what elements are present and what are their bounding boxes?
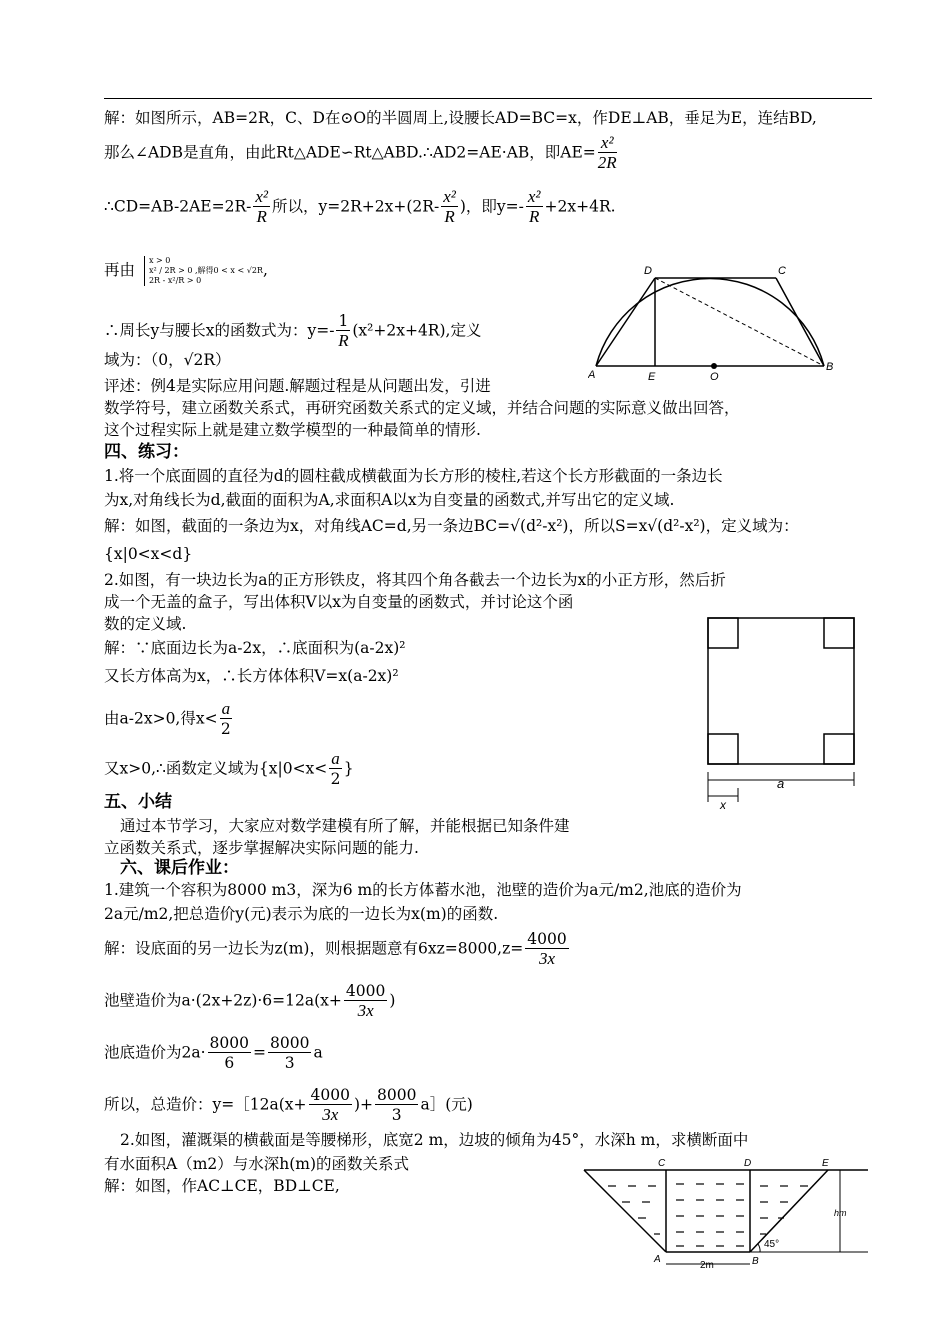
exercise-1-line-2: 为x,对角线长为d,截面的面积为A,求面积A以x为自变量的函数式,并写出它的定义域.	[104, 491, 675, 509]
solution-line-1: 解：如图所示，AB=2R，C、D在⊙O的半圆周上,设腰长AD=BC=x，作DE⊥AB，垂足为E，连结BD,	[104, 109, 817, 127]
section-heading-summary: 五、小结	[104, 792, 172, 812]
homework-2-line-1: 2.如图，灌溉渠的横截面是等腰梯形，底宽2 m，边坡的倾角为45°，水深h m，求横断面中	[120, 1131, 749, 1149]
center-point-O	[711, 363, 717, 369]
label-C: C	[778, 265, 786, 277]
exercise-2-line-7: 又x>0,∴函数定义域为{x|0<x< $\frac{a}{2}$ }	[104, 749, 354, 788]
angle-arc	[758, 1244, 760, 1252]
label-A: A	[588, 369, 596, 381]
label-B: B	[752, 1256, 759, 1267]
solution-line-4: 再由 x > 0 x² / 2R > 0 ,解得0 < x < √2R 2R - x²/R > 0 ,	[104, 256, 268, 285]
label-A: A	[654, 1254, 661, 1265]
homework-1-line-3: 解：设底面的另一边长为z(m)，则根据题意有6xz=8000,z= $\frac{4000}{3x}$	[104, 930, 567, 968]
comment-line-3: 这个过程实际上就是建立数学模型的一种最简单的情形.	[104, 421, 481, 439]
solution-line-2: 那么∠ADB是直角，由此Rt△ADE∽Rt△ABD.∴AD2=AE·AB，即AE= $\frac{\text{x²}}{2R}$	[104, 133, 617, 172]
solution-line-5: ∴周长y与腰长x的函数式为：y=- $\frac{1}{R}$ (x²+2x+4R),定义	[104, 312, 482, 350]
exercise-2-line-6: 由a-2x>0,得x< $\frac{a}{2}$	[104, 699, 231, 738]
outer-square	[708, 618, 854, 764]
homework-2-line-3: 解：如图，作AC⊥CE，BD⊥CE,	[104, 1177, 340, 1195]
section-heading-homework: 六、课后作业：	[120, 858, 239, 878]
exercise-2-line-1: 2.如图，有一块边长为a的正方形铁皮，将其四个角各截去一个边长为x的小正方形，然后折	[104, 571, 726, 589]
label-hm: hm	[834, 1208, 847, 1218]
label-O: O	[710, 371, 719, 383]
exercise-1-line-4: {x|0<x<d}	[104, 545, 193, 563]
square-figure	[700, 612, 872, 812]
homework-2-line-2: 有水面积A（m2）与水深h(m)的函数关系式	[104, 1155, 410, 1173]
solution-line-3: ∴CD=AB-2AE=2R- $\frac{\text{x²}}{R}$ 所以，y=2R+2x+(2R- $\frac{\text{x²}}{R}$ )，即y=- $\frac{\text{x²}}{R}$ +2x+4R.	[104, 187, 616, 226]
homework-1-line-6: 所以，总造价：y=［12a(x+ $\frac{4000}{3x}$ )+ $\frac{8000}{3}$ a］(元)	[104, 1086, 473, 1124]
segment-AD	[596, 278, 655, 366]
right-slope	[750, 1170, 828, 1252]
label-a: a	[777, 776, 785, 791]
semicircle-arc	[596, 278, 824, 366]
homework-1-line-4: 池壁造价为a·(2x+2z)·6=12a(x+ $\frac{4000}{3x}$ )	[104, 982, 396, 1020]
corner-square-br	[824, 734, 854, 764]
water-dashes	[608, 1184, 808, 1246]
semicircle-figure	[588, 258, 843, 383]
homework-1-line-5: 池底造价为2a· $\frac{8000}{6}$ = $\frac{8000}{3}$ a	[104, 1034, 323, 1072]
label-45-degrees: 45°	[764, 1239, 780, 1250]
left-slope	[584, 1170, 666, 1252]
comment-line-2: 数学符号，建立函数关系式，再研究函数关系式的定义域，并结合问题的实际意义做出回答，	[104, 399, 740, 417]
label-D: D	[644, 265, 652, 277]
label-x: x	[720, 798, 726, 812]
corner-square-tl	[708, 618, 738, 648]
header-rule	[104, 98, 872, 99]
comment-line-1: 评述：例4是实际应用问题.解题过程是从问题出发，引进	[104, 377, 491, 395]
label-2m: 2m	[700, 1260, 714, 1271]
exercise-2-line-4: 解：∵底面边长为a-2x，∴底面积为(a-2x)²	[104, 639, 406, 657]
segment-CB	[776, 278, 824, 366]
label-B: B	[826, 361, 834, 373]
exercise-1-line-1: 1.将一个底面圆的直径为d的圆柱截成横截面为长方形的棱柱,若这个长方形截面的一条边长	[104, 467, 723, 485]
inequality-system: x > 0 x² / 2R > 0 ,解得0 < x < √2R 2R - x²/R > 0	[144, 256, 263, 286]
label-C: C	[658, 1158, 666, 1169]
exercise-1-line-3: 解：如图，截面的一条边为x，对角线AC=d,另一条边BC=√(d²-x²)，所以S=x√(d²-x²)，定义域为：	[104, 517, 799, 535]
label-E: E	[822, 1158, 829, 1169]
summary-line-2: 立函数关系式，逐步掌握解决实际问题的能力.	[104, 839, 419, 857]
solution-line-6: 域为：（0，√2R）	[104, 351, 231, 369]
section-heading-exercises: 四、练习：	[104, 442, 189, 462]
fraction-x2-2R: $\frac{\text{x²}}{2R}$	[597, 133, 617, 172]
homework-1-line-1: 1.建筑一个容积为8000 m3，深为6 m的长方体蓄水池，池壁的造价为a元/m2,池底的造价为	[104, 881, 742, 899]
exercise-2-line-5: 又长方体高为x，∴长方体体积V=x(a-2x)²	[104, 667, 399, 685]
homework-1-line-2: 2a元/m2,把总造价y(元)表示为底的一边长为x(m)的函数.	[104, 905, 499, 923]
exercise-2-line-2: 成一个无盖的盒子，写出体积V以x为自变量的函数式，并讨论这个函	[104, 593, 574, 611]
label-E: E	[648, 371, 656, 383]
exercise-2-line-3: 数的定义域.	[104, 615, 187, 633]
summary-line-1: 通过本节学习，大家应对数学建模有所了解，并能根据已知条件建	[120, 817, 570, 835]
corner-square-tr	[824, 618, 854, 648]
label-D: D	[744, 1158, 752, 1169]
corner-square-bl	[708, 734, 738, 764]
segment-DB	[655, 278, 824, 366]
canal-trapezoid-figure	[578, 1156, 874, 1274]
